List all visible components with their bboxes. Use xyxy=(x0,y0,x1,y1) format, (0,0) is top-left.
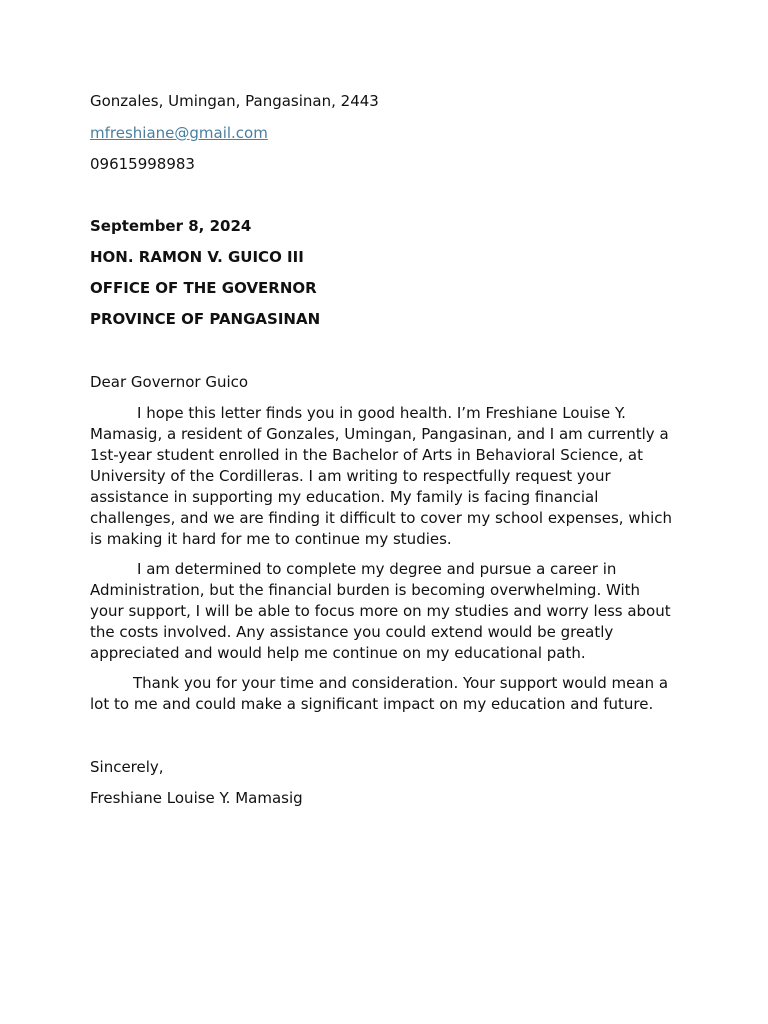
signature-name: Freshiane Louise Y. Mamasig xyxy=(90,789,303,807)
closing: Sincerely, xyxy=(90,758,164,776)
salutation: Dear Governor Guico xyxy=(90,373,249,391)
body-paragraph-3: Thank you for your time and consideration. Your support would mean a lot to me and could make a significant impact on my education and future. xyxy=(90,674,669,713)
recipient-province: PROVINCE OF PANGASINAN xyxy=(90,310,321,328)
body-paragraph-1: I hope this letter finds you in good health. I’m Freshiane Louise Y. Mamasig, a resident of Gonzales, Umingan, Pangasinan, and I am currently a 1st-year student enrolled in the Bachelor of Arts in Behavioral Science, at University of the Cordilleras. I am writing to respectfully request your assistance in supporting my education. My family is facing financial challenges, and we are finding it difficult to cover my school expenses, which is making it hard for me to continue my studies. xyxy=(90,404,673,548)
letter-date: September 8, 2024 xyxy=(90,217,252,235)
sender-address: Gonzales, Umingan, Pangasinan, 2443 xyxy=(90,92,379,110)
recipient-name: HON. RAMON V. GUICO III xyxy=(90,248,304,266)
body-paragraph-2: I am determined to complete my degree and pursue a career in Administration, but the financial burden is becoming overwhelming. With your support, I will be able to focus more on my studies and worry less about the costs involved. Any assistance you could extend would be greatly appreciated and would help me continue on my educational path. xyxy=(90,560,671,662)
sender-phone: 09615998983 xyxy=(90,155,195,173)
recipient-office: OFFICE OF THE GOVERNOR xyxy=(90,279,317,297)
sender-email-link[interactable]: mfreshiane@gmail.com xyxy=(90,124,268,142)
